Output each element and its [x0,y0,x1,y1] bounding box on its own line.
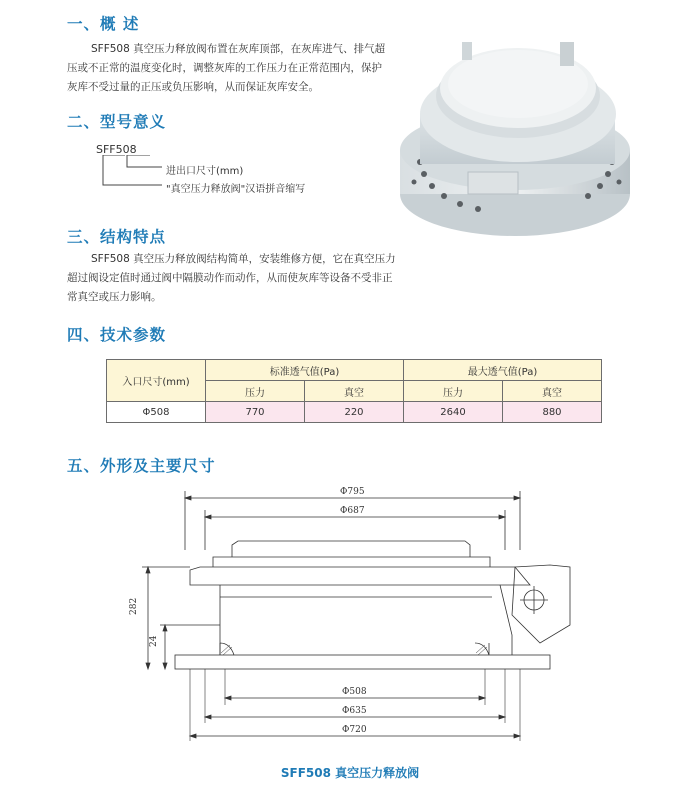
section3-paragraph [67,250,412,307]
max-pressure-cell: 2640 [404,402,503,423]
dim-508-label: Φ508 [342,687,367,697]
std-vacuum-cell: 220 [305,402,404,423]
dim-282-label: 282 [129,597,139,615]
std-header: 标准透气值(Pa) [206,360,404,381]
section1-line-2: 压或不正常的温度变化时，调整灰库的工作压力在正常范围内，保护 [67,62,382,74]
weld-right [475,643,489,655]
model-size-label: 进出口尺寸(mm) [166,166,244,177]
section4-heading: 四、技术参数 [67,326,167,344]
model-name-label: "真空压力释放阀"汉语拼音缩写 [166,184,306,195]
std-vacuum-header: 真空 [305,381,404,402]
section1-paragraph [67,40,402,97]
section3-heading: 三、结构特点 [67,228,167,246]
std-pressure-cell: 770 [206,402,305,423]
drawing-caption: SFF508 真空压力释放阀 [280,766,420,780]
max-vacuum-header: 真空 [503,381,602,402]
section3-line-2: 超过阀设定值时通过阀中隔膜动作而动作，从而使灰库等设备不受非正 [67,272,393,284]
dim-687-label: Φ687 [340,506,365,516]
top-cap [232,541,470,557]
spec-table [106,359,602,423]
dimension-drawing [120,475,590,750]
section3-line-1: SFF508 真空压力释放阀结构简单，安装维修方便，它在真空压力 [91,253,396,265]
body-sides [220,585,512,655]
base-flange [175,655,550,669]
section5-heading: 五、外形及主要尺寸 [67,457,216,475]
top-plate [190,567,530,585]
inlet-header: 入口尺寸(mm) [107,360,206,402]
size-cell: Φ508 [107,402,206,423]
section3-line-3: 常真空或压力影响。 [67,291,162,303]
max-pressure-header: 压力 [404,381,503,402]
dim-24-label: 24 [149,635,159,647]
hinge-arm [512,565,570,643]
max-vacuum-cell: 880 [503,402,602,423]
section1-line-1: SFF508 真空压力释放阀布置在灰库顶部，在灰库进气、排气超 [91,43,386,55]
section2-heading: 二、型号意义 [67,113,167,131]
dim-720-label: Φ720 [342,725,367,735]
section1-heading: 一、概 述 [67,15,140,33]
cap-ring [213,557,490,567]
model-bracket [100,155,170,195]
weld-left [220,643,234,655]
section1-line-3: 灰库不受过量的正压或负压影响，从而保证灰库安全。 [67,81,319,93]
hatch-right [476,645,487,655]
hatch-left [221,645,232,655]
dim-635-label: Φ635 [342,706,367,716]
valve-photo [390,22,650,252]
std-pressure-header: 压力 [206,381,305,402]
model-code: SFF508 [96,143,137,156]
max-header: 最大透气值(Pa) [404,360,602,381]
dim-795-label: Φ795 [340,487,365,497]
table-header-row [107,360,602,381]
table-row [107,402,602,423]
